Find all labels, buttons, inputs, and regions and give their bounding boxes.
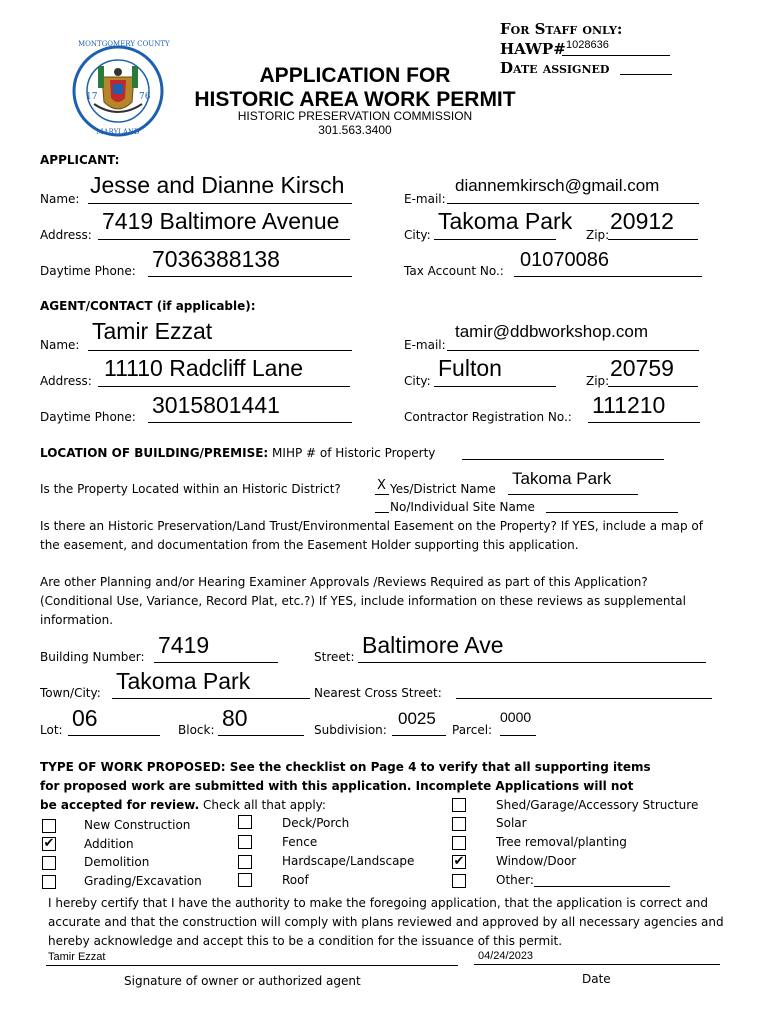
location-row	[40, 446, 435, 460]
block-field[interactable]: 80	[222, 705, 248, 731]
checkbox-solar[interactable]	[452, 817, 466, 831]
applicant-email-field[interactable]: diannemkirsch@gmail.com	[455, 176, 660, 195]
label-other: Other:	[496, 873, 534, 887]
lot-field[interactable]: 06	[72, 705, 98, 731]
agent-address-line	[98, 386, 350, 387]
date-field[interactable]: 04/24/2023	[478, 950, 534, 962]
checkbox-hardscape-landscape[interactable]	[238, 855, 252, 869]
agent-city-label: City:	[404, 374, 431, 388]
cross-street-line	[456, 698, 712, 699]
town-city-line	[112, 698, 310, 699]
other-line	[534, 886, 670, 887]
applicant-city-line	[434, 239, 556, 240]
lot-line	[68, 735, 160, 736]
building-number-label: Building Number:	[40, 650, 145, 664]
parcel-field[interactable]: 0000	[500, 709, 532, 725]
checkbox-shed-garage[interactable]	[452, 798, 466, 812]
applicant-zip-label: Zip:	[586, 228, 610, 242]
signature-field[interactable]: Tamir Ezzat	[48, 951, 106, 963]
location-section-label: LOCATION OF BUILDING/PREMISE:	[40, 446, 269, 460]
contractor-reg-field[interactable]: 111210	[592, 392, 666, 418]
cross-street-label: Nearest Cross Street:	[314, 686, 442, 700]
applicant-phone-label: Daytime Phone:	[40, 264, 136, 278]
seal-year-right: 76	[139, 92, 151, 102]
agent-zip-label: Zip:	[586, 374, 610, 388]
parcel-label: Parcel:	[452, 723, 493, 737]
seal-top-text: MONTGOMERY COUNTY	[78, 40, 170, 48]
agent-phone-line	[148, 422, 352, 423]
checkbox-new-construction[interactable]	[42, 819, 56, 833]
seal-year-left: 17	[86, 92, 98, 102]
mihp-line	[462, 459, 664, 460]
applicant-name-label: Name:	[40, 192, 80, 206]
applicant-address-line	[98, 239, 350, 240]
work-text-line3-rest: Check all that apply:	[199, 798, 326, 812]
agent-name-line	[88, 350, 352, 351]
hawp-line	[562, 55, 670, 56]
applicant-phone-field[interactable]: 7036388138	[152, 246, 280, 272]
label-deck-porch: Deck/Porch	[282, 816, 350, 830]
agent-phone-field[interactable]: 3015801441	[152, 392, 280, 418]
applicant-email-line	[447, 203, 699, 204]
checkbox-window-door[interactable]: ✔	[453, 854, 465, 869]
mihp-label: MIHP # of Historic Property	[272, 446, 436, 460]
district-yes-mark[interactable]: X	[377, 478, 386, 493]
page-title-line2: HISTORIC AREA WORK PERMIT	[194, 88, 516, 111]
street-field[interactable]: Baltimore Ave	[362, 632, 504, 658]
agent-email-line	[447, 350, 699, 351]
applicant-zip-line	[608, 239, 698, 240]
staff-only-title: For Staff only:	[500, 20, 623, 38]
agent-email-field[interactable]: tamir@ddbworkshop.com	[455, 322, 648, 341]
approvals-question: Are other Planning and/or Hearing Examiner Approvals /Reviews Required as part of this Application? (Conditional Use, Variance, Record Plat, etc.?) If YES, include information on these reviews as supplemental information.	[40, 575, 686, 627]
county-seal-icon	[72, 40, 170, 140]
applicant-section-label: APPLICANT:	[40, 153, 120, 167]
block-label: Block:	[178, 723, 215, 737]
subdivision-label: Subdivision:	[314, 723, 387, 737]
signature-line	[46, 965, 458, 966]
agent-email-label: E-mail:	[404, 338, 446, 352]
applicant-name-field[interactable]: Jesse and Dianne Kirsch	[90, 172, 345, 198]
tax-account-field[interactable]: 01070086	[520, 249, 609, 271]
individual-site-line	[546, 512, 678, 513]
agent-name-field[interactable]: Tamir Ezzat	[92, 318, 213, 344]
checkbox-addition[interactable]: ✔	[43, 836, 55, 851]
work-text-line3	[40, 798, 326, 812]
date-line	[474, 964, 720, 965]
hawp-value[interactable]: 1028636	[566, 39, 609, 51]
work-text-line2: for proposed work are submitted with this application. Incomplete Applications will not	[40, 779, 634, 793]
work-text-line3-bold: be accepted for review.	[40, 798, 200, 812]
label-addition: Addition	[84, 837, 134, 851]
district-name-line	[508, 494, 638, 495]
checkbox-other[interactable]	[452, 874, 466, 888]
label-demolition: Demolition	[84, 855, 150, 869]
district-yes-label: Yes/District Name	[390, 482, 496, 496]
seal-bottom-text: MARYLAND	[96, 128, 140, 136]
label-tree-removal: Tree removal/planting	[496, 835, 627, 849]
page-subtitle: HISTORIC PRESERVATION COMMISSION	[237, 109, 473, 123]
subdivision-field[interactable]: 0025	[398, 709, 436, 728]
tax-account-label: Tax Account No.:	[404, 264, 504, 278]
easement-question: Is there an Historic Preservation/Land Trust/Environmental Easement on the Property? If YES, include a map of the easement, and documentation from the Easement Holder supporting this application.	[40, 519, 703, 552]
signature-label: Signature of owner or authorized agent	[124, 974, 361, 988]
label-solar: Solar	[496, 816, 527, 830]
building-number-line	[154, 662, 278, 663]
label-new-construction: New Construction	[84, 818, 191, 832]
date-assigned-label: Date assigned	[500, 59, 610, 77]
agent-name-label: Name:	[40, 338, 80, 352]
agent-section-label: AGENT/CONTACT (if applicable):	[40, 299, 256, 313]
checkbox-fence[interactable]	[238, 835, 252, 849]
contractor-reg-label: Contractor Registration No.:	[404, 410, 572, 424]
date-label: Date	[582, 972, 611, 986]
agent-city-line	[434, 386, 556, 387]
subdivision-line	[392, 735, 446, 736]
applicant-phone-line	[148, 276, 352, 277]
certification-text: I hereby certify that I have the authority to make the foregoing application, that the application is correct and accurate and that the construction will comply with plans reviewed and approved by all necessary agencies and hereby acknowledge and accept this to be a condition for the issuance of this permit.	[48, 896, 724, 948]
district-yes-line	[375, 494, 389, 495]
building-number-field[interactable]: 7419	[158, 632, 210, 658]
label-hardscape-landscape: Hardscape/Landscape	[282, 854, 415, 868]
applicant-address-label: Address:	[40, 228, 92, 242]
checkbox-grading-excavation[interactable]	[42, 875, 56, 889]
district-name-field[interactable]: Takoma Park	[512, 469, 612, 488]
commission-phone: 301.563.3400	[318, 123, 392, 137]
lot-label: Lot:	[40, 723, 63, 737]
historic-district-question: Is the Property Located within an Historic District?	[40, 482, 341, 496]
label-roof: Roof	[282, 873, 309, 887]
street-line	[358, 662, 706, 663]
parcel-line	[500, 735, 536, 736]
street-label: Street:	[314, 650, 355, 664]
checkbox-deck-porch[interactable]	[238, 815, 252, 829]
applicant-city-label: City:	[404, 228, 431, 242]
individual-site-label: No/Individual Site Name	[390, 500, 535, 514]
applicant-name-line	[88, 203, 352, 204]
hawp-label: HAWP#	[500, 40, 566, 58]
town-city-label: Town/City:	[40, 686, 101, 700]
applicant-city-field[interactable]: Takoma Park	[438, 208, 573, 234]
contractor-reg-line	[588, 422, 700, 423]
district-no-line	[375, 512, 389, 513]
applicant-zip-field[interactable]: 20912	[610, 208, 674, 234]
applicant-email-label: E-mail:	[404, 192, 446, 206]
date-assigned-line	[620, 74, 672, 75]
block-line	[218, 735, 304, 736]
work-text-line1: TYPE OF WORK PROPOSED: See the checklist on Page 4 to verify that all supporting items	[40, 760, 651, 774]
agent-address-field[interactable]: 11110 Radcliff Lane	[104, 355, 304, 381]
agent-address-label: Address:	[40, 374, 92, 388]
label-shed-garage: Shed/Garage/Accessory Structure	[496, 798, 699, 812]
checkbox-roof[interactable]	[238, 873, 252, 887]
agent-zip-field[interactable]: 20759	[610, 355, 674, 381]
checkbox-tree-removal[interactable]	[452, 836, 466, 850]
label-fence: Fence	[282, 835, 318, 849]
agent-city-field[interactable]: Fulton	[438, 355, 502, 381]
tax-account-line	[514, 276, 702, 277]
page-title-line1: APPLICATION FOR	[259, 64, 451, 87]
label-window-door: Window/Door	[496, 854, 577, 868]
town-city-field[interactable]: Takoma Park	[116, 668, 251, 694]
label-grading-excavation: Grading/Excavation	[84, 874, 202, 888]
agent-zip-line	[608, 386, 698, 387]
applicant-address-field[interactable]: 7419 Baltimore Avenue	[102, 208, 340, 234]
agent-phone-label: Daytime Phone:	[40, 410, 136, 424]
checkbox-demolition[interactable]	[42, 856, 56, 870]
